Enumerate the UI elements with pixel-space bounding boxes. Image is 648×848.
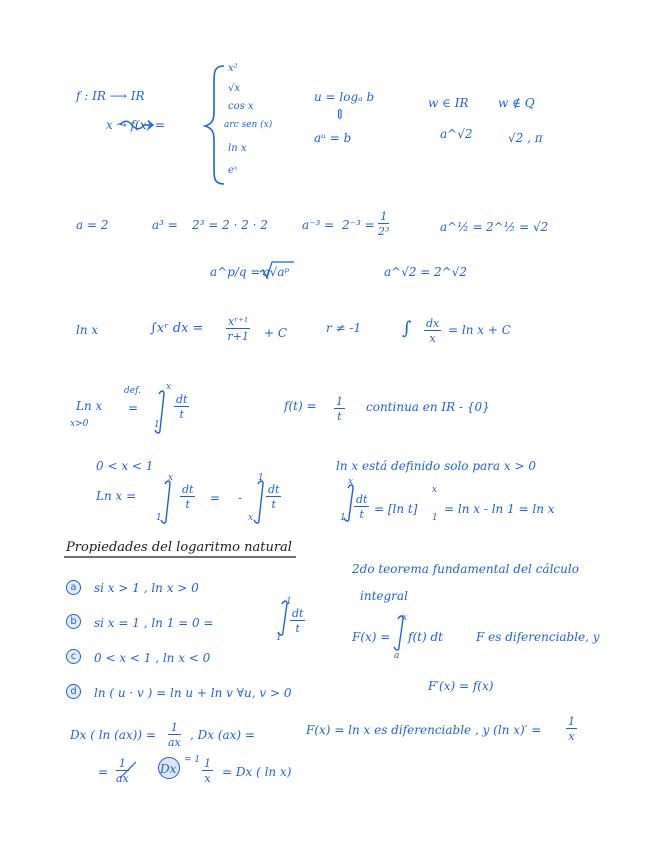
item-c-marker: c [66,649,81,664]
sqrt2-pi: √2 , π [508,131,543,145]
dx-over-x-fraction [424,318,441,344]
theorem-integrand: f(t) dt [408,630,443,644]
dt-numerator-3: dt [268,483,280,496]
t-denominator-3: t [185,498,190,511]
two-neg-3: 2⁻³ = [342,218,375,232]
power-rule-fraction [226,316,250,342]
rhs-int-upper: x [348,477,354,487]
dx-equals-one: = 1 [184,755,201,765]
one-numerator: 1 [336,395,343,408]
continuity-note: continua en IR - {0} [366,400,490,414]
a-sqrt2: a^√2 = [384,265,431,279]
b-int-upper: 1 [286,597,292,607]
a-power-sqrt2: a^√2 [440,127,473,141]
dt-numerator: dt [176,393,188,406]
dt-numerator-2: dt [182,483,194,496]
power-rule-integral: ∫xʳ dx = [150,321,204,336]
t-denominator-2: t [337,410,342,423]
int-a-lower: 1 [156,513,162,523]
item-b-marker: b [66,614,81,629]
dt-numerator-4: dt [356,493,368,506]
one-over-x-2-den: x [568,730,575,743]
r-not-minus-one: r ≠ -1 [326,321,362,335]
b-t: t [295,622,300,635]
cases-brace [205,66,224,184]
int-b-upper: 1 [258,473,264,483]
equivalence-arrow: ⇕ [334,107,346,123]
theorem-diff-note: F es diferenciable, y [476,630,600,644]
integral-dx-over-x: ∫ [402,318,412,339]
property-c: 0 < x < 1 , ln x < 0 [94,651,211,665]
t-denominator: t [179,408,184,421]
cancel-num: 1 [116,758,129,771]
equals-2: = [210,491,221,505]
properties-heading: Propiedades del logaritmo natural [66,540,292,555]
def-int-upper: x [166,382,172,392]
one-over-x-2-num: 1 [568,715,575,728]
two-cubed: 2³ = 2 · 2 · 2 [192,218,268,232]
plus-c: + C [264,326,288,340]
rhs-lim-lower: 1 [432,513,438,523]
dt-over-t-4 [354,494,369,520]
a-half: a^½ = [440,220,483,234]
fraction-denominator: 2³ [378,225,390,238]
two-sqrt2: 2^√2 [434,265,467,279]
one-over-t [334,396,345,422]
integral-sign-2 [161,481,170,523]
a-cubed: a³ = [152,218,178,232]
minus-sign: - [238,491,243,505]
theorem-int-upper: x [402,613,408,623]
w-not-in-rationals: w ∉ Q [498,96,535,110]
range-zero-one: 0 < x < 1 [96,459,154,473]
def-int-lower: 1 [154,420,160,430]
one-over-x-2 [566,716,577,742]
a-p-over-q: a^p/q = [210,265,261,279]
function-map-top: f : IR ⟶ IR [76,89,145,103]
item-d-marker: d [66,684,81,699]
dx-circled: Dx [160,762,177,776]
integral-sign-3 [254,481,263,523]
fraction-numerator: 1 [378,211,389,224]
case-2: √x [228,83,241,94]
theorem-int-lower: a [394,651,400,661]
power-rule-numerator: xʳ⁺¹ [228,315,249,328]
line2-equals: = [98,765,109,779]
cancel-den: ax [116,772,129,785]
item-a-marker: a [66,580,81,595]
f-of-t: f(t) = [284,399,317,413]
log-definition: u = logₐ b [314,90,375,104]
a-neg-3: a⁻³ = [302,218,335,232]
power-definition: aᵘ = b [314,131,352,145]
ln-x-plus-c: = ln x + C [448,323,511,337]
x-denominator: x [429,332,436,345]
theorem-line-1: 2do teorema fundamental del cálculo [352,562,579,576]
rhs-evaluation: = [ln t] [374,502,418,516]
function-map-bottom: x ⤳ f(x) = [106,118,165,132]
case-5: ln x [228,143,247,154]
ln-x-label: ln x [76,323,99,337]
dx-ln-x: = Dx ( ln x) [222,765,292,779]
ln-x-def: Ln x [76,399,103,413]
case-4: arc sen (x) [224,120,273,130]
property-b: si x = 1 , ln 1 = 0 = [94,616,214,630]
fraction-one-over-8 [378,211,389,237]
power-rule-denominator: r+1 [227,330,249,343]
rhs-lim-upper: x [432,485,438,495]
def-equals: = [128,401,139,415]
F-ln-x-diff: F(x) = ln x es diferenciable , y (ln x)′ = [306,723,542,737]
one-over-x-den: x [204,772,211,785]
property-d: ln ( u · v ) = ln u + ln v ∀u, v > 0 [94,686,292,700]
cancel-fraction [116,758,129,784]
case-1: x² [228,63,238,74]
x-positive-condition: x>0 [70,419,89,429]
one-over-x [202,758,213,784]
one-over-ax-den: ax [168,736,181,749]
dt-over-t-2 [180,484,195,510]
a-equals-2: a = 2 [76,218,109,232]
one-over-x-num: 1 [204,757,211,770]
b-int-lower: 1 [276,633,282,643]
t-denominator-4: t [271,498,276,511]
two-half: 2^½ = √2 [486,220,549,234]
def-label: def. [124,386,141,396]
one-over-ax-num: 1 [168,722,181,735]
theorem-line-2: integral [360,589,408,603]
dt-over-t-1 [174,394,189,420]
theorem-F-def: F(x) = [352,630,391,644]
b-dt-over-t [290,608,305,634]
one-over-ax [168,722,181,748]
dx-ax: , Dx (ax) = [190,728,255,742]
rhs-int-lower: 1 [340,513,346,523]
case-6: eˣ [228,165,238,176]
dx-numerator: dx [426,317,440,330]
int-b-lower: x [248,513,254,523]
rhs-result: = ln x - ln 1 = ln x [444,502,555,516]
dx-ln-ax: Dx ( ln (ax)) = [70,728,156,742]
theorem-derivative: F′(x) = f(x) [428,679,494,693]
t-denominator-5: t [359,508,364,521]
b-dt: dt [292,607,304,620]
property-a: si x > 1 , ln x > 0 [94,581,199,595]
ln-x-equals: Ln x = [96,489,137,503]
case-3: cos x [228,101,254,112]
q-root-a-p: q√aᵖ [262,265,290,279]
int-a-upper: x [168,473,174,483]
w-in-reals: w ∈ IR [428,96,469,110]
dt-over-t-3 [266,484,281,510]
ln-defined-note: ln x está definido solo para x > 0 [336,459,536,473]
